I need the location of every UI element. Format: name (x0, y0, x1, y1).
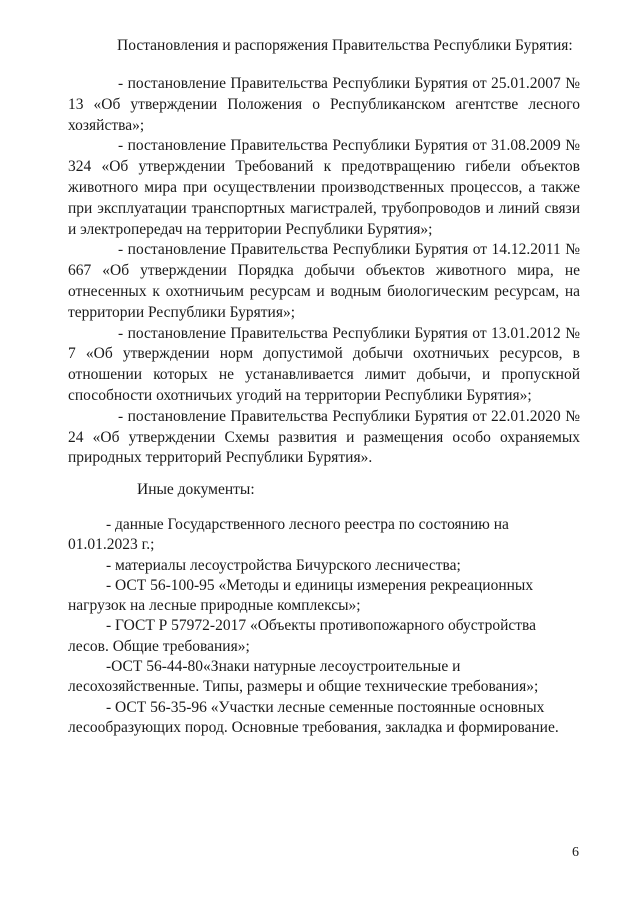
list-item: - материалы лесоустройства Бичурского лесничества; (106, 556, 461, 574)
resolutions-list (68, 74, 580, 469)
list-item: - постановление Правительства Республики Бурятия от 25.01.2007 № 13 «Об утверждении Положения о Республиканском агентстве лесного хозяйства»; (68, 75, 580, 134)
list-item: -ОСТ 56-44-80«Знаки натурные лесоустроительные и лесохозяйственные. Типы, размеры и общие технические требования»; (68, 658, 539, 696)
list-item: - ОСТ 56-35-96 «Участки лесные семенные постоянные основных лесообразующих пород. Основные требования, закладка и формирование. (68, 698, 559, 736)
list-item: - постановление Правительства Республики Бурятия от 31.08.2009 № 324 «Об утверждении Требований к предотвращению гибели объектов животного мира при осуществлении производственных процессов, а также при эксплуатации транспортных магистралей, трубопроводов и линий связи и электропередач на территории Республики Бурятия»; (68, 137, 580, 238)
list-item: - ГОСТ Р 57972-2017 «Объекты противопожарного обустройства лесов. Общие требования»; (68, 617, 537, 655)
section-heading-other-documents: Иные документы: (137, 481, 255, 498)
list-item: - постановление Правительства Республики Бурятия от 13.01.2012 № 7 «Об утверждении норм допустимой добычи охотничьих ресурсов, в отношении которых не устанавливается лимит добычи, и пропускной способности охотничьих угодий на территории Республики Бурятия»; (68, 324, 580, 404)
list-item: - данные Государственного лесного реестра по состоянию на 01.01.2023 г.; (68, 516, 509, 554)
list-item: - постановление Правительства Республики Бурятия от 14.12.2011 № 667 «Об утверждении Порядка добычи объектов животного мира, не отнесенных к охотничьим ресурсам и водным биологическим ресурсам, на территории Республики Бурятия»; (68, 241, 580, 321)
other-documents-list (68, 515, 576, 738)
page-number: 6 (572, 845, 579, 860)
list-item: - ОСТ 56-100-95 «Методы и единицы измерения рекреационных нагрузок на лесные природные комплексы»; (68, 576, 534, 615)
section-heading-resolutions: Постановления и распоряжения Правительства Республики Бурятия: (117, 37, 573, 54)
list-item: - постановление Правительства Республики Бурятия от 22.01.2020 № 24 «Об утверждении Схемы развития и размещения особо охраняемых природных территорий Республики Бурятия». (68, 407, 580, 467)
